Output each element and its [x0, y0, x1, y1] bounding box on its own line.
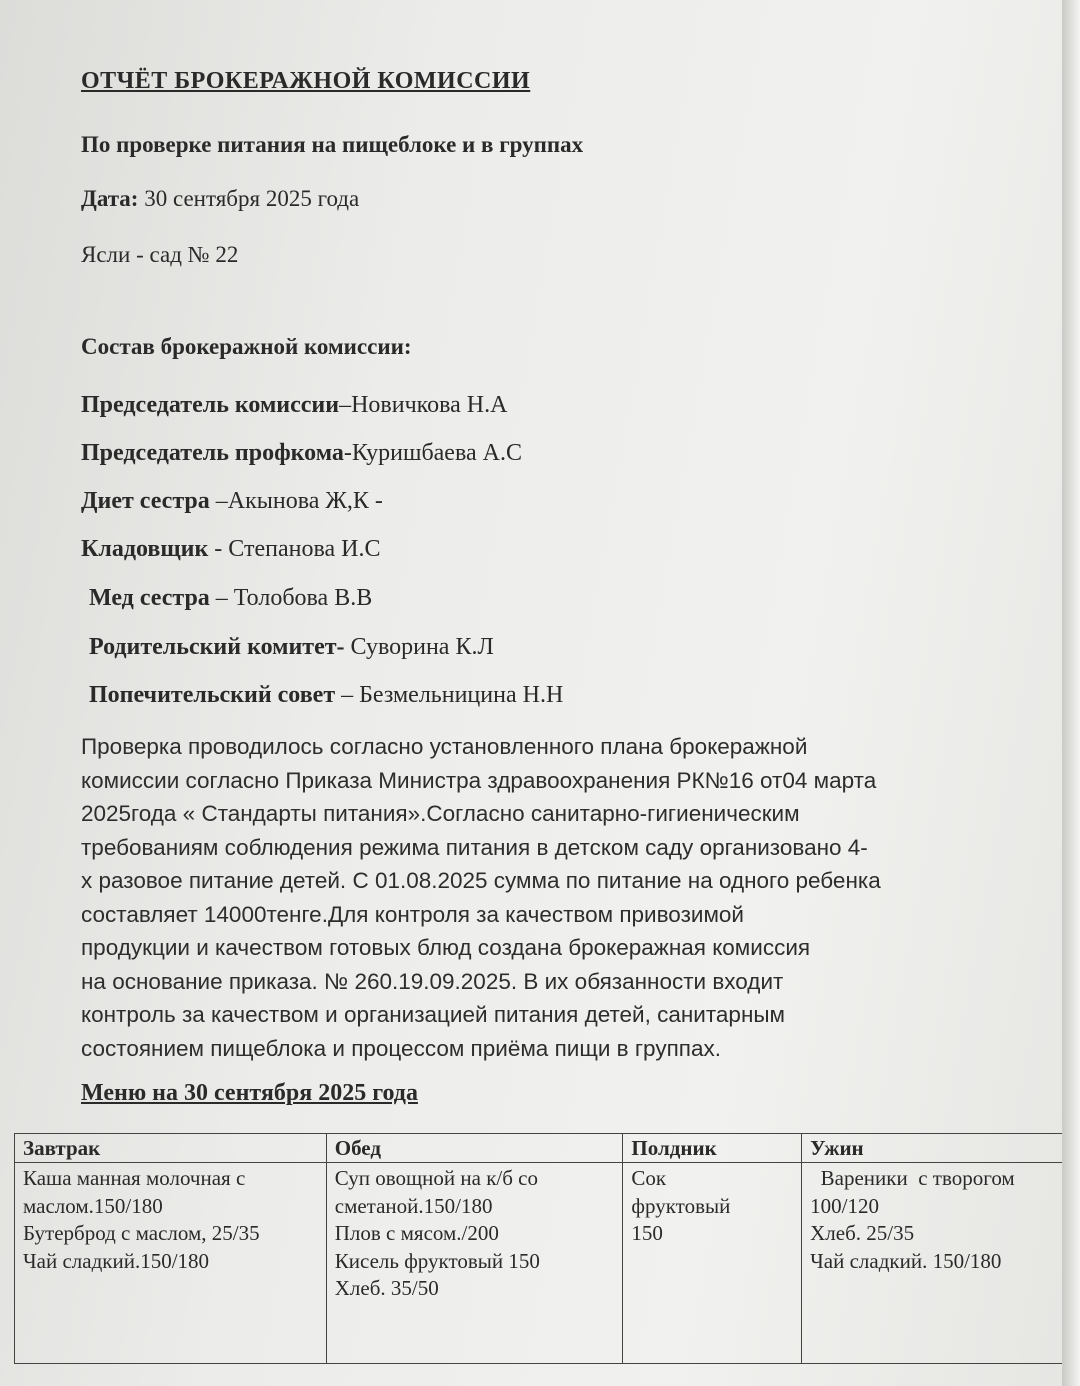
- menu-item: Хлеб. 35/50: [334, 1276, 439, 1300]
- menu-item: Вареники с творогом: [810, 1166, 1015, 1190]
- menu-item: сметаной.150/180: [334, 1193, 493, 1218]
- menu-items-row: [15, 1163, 1063, 1364]
- member-nurse: [89, 585, 372, 612]
- menu-header-dinner: Ужин: [802, 1134, 1062, 1163]
- menu-item: Сок: [631, 1166, 667, 1190]
- member-name: -Куришбаева А.С: [343, 440, 522, 466]
- paragraph-line: состоянием пищеблока и процессом приёма пищи в группах.: [81, 1035, 721, 1061]
- paragraph-line: продукции и качеством готовых блюд создана брокеражная комиссия: [81, 935, 811, 960]
- member-role: Мед сестра: [89, 585, 210, 611]
- menu-header-lunch: Обед: [326, 1134, 623, 1163]
- member-union-chair: [81, 440, 522, 467]
- member-role: Председатель комиссии: [81, 392, 340, 418]
- report-date: [81, 186, 359, 212]
- page-edge: [1062, 0, 1080, 1386]
- menu-item: Каша манная молочная с: [23, 1166, 246, 1190]
- menu-item: Бутерброд с маслом, 25/35: [23, 1221, 260, 1245]
- menu-item: Плов с мясом./200: [334, 1221, 499, 1245]
- member-board-of-trustees: [89, 682, 563, 709]
- menu-item: Хлеб. 25/35: [810, 1221, 915, 1245]
- menu-item: 100/120: [810, 1193, 879, 1218]
- member-role: Председатель профкома: [81, 440, 344, 466]
- member-diet-nurse: [81, 488, 383, 515]
- report-paragraph: [81, 730, 981, 1065]
- document-subtitle: По проверке питания на пищеблоке и в группах: [81, 132, 584, 157]
- menu-cell-breakfast: [15, 1163, 327, 1364]
- paragraph-line: требованиям соблюдения режима питания в детском саду организовано 4-: [81, 834, 868, 860]
- paragraph-line: составляет 14000тенге.Для контроля за качеством привозимой: [81, 901, 745, 927]
- date-value: 30 сентября 2025 года: [138, 186, 360, 211]
- menu-cell-snack: [623, 1163, 802, 1364]
- member-name: Суворина К.Л: [344, 634, 494, 660]
- member-role: Попечительский совет: [89, 682, 336, 708]
- paragraph-line: х разовое питание детей. С 01.08.2025 сумма по питание на одного ребенка: [81, 868, 881, 893]
- menu-cell-lunch: [326, 1163, 623, 1364]
- menu-item: Суп овощной на к/б со: [334, 1166, 538, 1190]
- document-title: ОТЧЁТ БРОКЕРАЖНОЙ КОМИССИИ: [81, 68, 531, 94]
- member-chairman: [81, 392, 507, 419]
- menu-item: Чай сладкий. 150/180: [810, 1248, 1002, 1273]
- menu-header-breakfast: Завтрак: [15, 1134, 327, 1163]
- member-parent-committee: [89, 634, 494, 661]
- member-name: –Акынова Ж,К -: [209, 488, 383, 514]
- menu-item: фруктовый: [631, 1193, 731, 1218]
- menu-item: Кисель фруктовый 150: [334, 1248, 540, 1273]
- menu-header-snack: Полдник: [623, 1134, 802, 1163]
- menu-item: Чай сладкий.150/180: [23, 1248, 210, 1273]
- paragraph-line: комиссии согласно Приказа Министра здравоохранения РК№16 от04 марта: [81, 767, 877, 793]
- member-name: – Толобова В.В: [209, 585, 373, 611]
- member-name: - Степанова И.С: [208, 536, 381, 562]
- menu-title: Меню на 30 сентября 2025 года: [81, 1080, 418, 1106]
- member-name: – Безмельницина Н.Н: [335, 682, 564, 708]
- paragraph-line: Проверка проводилось согласно установленного плана брокеражной: [81, 734, 808, 759]
- member-role: Родительский комитет-: [89, 634, 345, 660]
- member-storekeeper: [81, 536, 380, 563]
- member-role: Диет сестра: [81, 488, 210, 514]
- menu-item: маслом.150/180: [23, 1193, 163, 1218]
- menu-item: 150: [631, 1221, 663, 1245]
- composition-heading: Состав брокеражной комиссии:: [81, 334, 412, 359]
- menu-cell-dinner: [802, 1163, 1062, 1364]
- member-name: –Новичкова Н.А: [339, 392, 508, 418]
- menu-header-row: [15, 1134, 1063, 1163]
- date-label: Дата:: [81, 186, 139, 211]
- paragraph-line: на основание приказа. № 260.19.09.2025. В их обязанности входит: [81, 968, 784, 994]
- school-name: Ясли - сад № 22: [81, 242, 239, 267]
- paragraph-line: 2025года « Стандарты питания».Согласно санитарно-гигиеническим: [81, 801, 800, 826]
- paragraph-line: контроль за качеством и организацией питания детей, санитарным: [81, 1002, 786, 1027]
- menu-table: [14, 1133, 1062, 1364]
- member-role: Кладовщик: [81, 536, 209, 562]
